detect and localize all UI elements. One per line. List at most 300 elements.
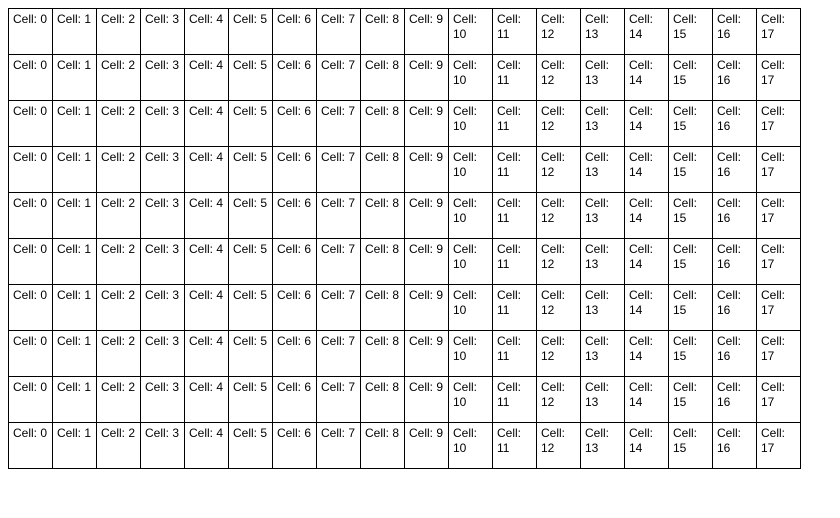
grid-cell-label: Cell: 14 (629, 288, 654, 317)
grid-cell (9, 331, 53, 377)
grid-cell (97, 193, 141, 239)
grid-cell (493, 193, 537, 239)
grid-cell (141, 147, 185, 193)
grid-cell (669, 239, 713, 285)
grid-cell (581, 193, 625, 239)
grid-cell (757, 331, 801, 377)
grid-cell (405, 423, 449, 469)
grid-cell (53, 193, 97, 239)
grid-cell-label: Cell: 9 (409, 380, 444, 394)
grid-cell-label: Cell: 12 (541, 58, 566, 87)
grid-cell (449, 285, 493, 331)
grid-cell-label: Cell: 6 (277, 288, 312, 302)
grid-cell-label: Cell: 0 (13, 334, 48, 348)
grid-cell-label: Cell: 4 (189, 380, 224, 394)
grid-cell-label: Cell: 1 (57, 150, 92, 164)
grid-cell (185, 55, 229, 101)
grid-cell-label: Cell: 17 (761, 150, 786, 179)
grid-cell-label: Cell: 7 (321, 380, 356, 394)
grid-cell-label: Cell: 16 (717, 196, 742, 225)
grid-cell (493, 423, 537, 469)
grid-cell-label: Cell: 4 (189, 426, 224, 440)
grid-cell (229, 331, 273, 377)
grid-cell-label: Cell: 5 (233, 334, 268, 348)
grid-cell (713, 239, 757, 285)
grid-cell (361, 147, 405, 193)
grid-cell-label: Cell: 0 (13, 288, 48, 302)
grid-cell (53, 9, 97, 55)
grid-cell (449, 101, 493, 147)
grid-cell (317, 193, 361, 239)
grid-cell-label: Cell: 13 (585, 334, 610, 363)
grid-cell (317, 147, 361, 193)
grid-cell (361, 285, 405, 331)
grid-cell (141, 377, 185, 423)
grid-cell-label: Cell: 4 (189, 288, 224, 302)
table-row (9, 239, 801, 285)
grid-cell-label: Cell: 15 (673, 334, 698, 363)
table-row (9, 423, 801, 469)
grid-cell (757, 285, 801, 331)
grid-cell-label: Cell: 8 (365, 288, 400, 302)
grid-cell-label: Cell: 3 (145, 288, 180, 302)
grid-cell-label: Cell: 16 (717, 58, 742, 87)
grid-cell (493, 101, 537, 147)
grid-cell-label: Cell: 17 (761, 426, 786, 455)
grid-cell (141, 55, 185, 101)
grid-cell-label: Cell: 0 (13, 58, 48, 72)
cell-grid-table (8, 8, 801, 469)
table-row (9, 285, 801, 331)
grid-cell-label: Cell: 10 (453, 196, 478, 225)
grid-cell (449, 9, 493, 55)
grid-cell (625, 331, 669, 377)
grid-cell-label: Cell: 13 (585, 196, 610, 225)
grid-cell-label: Cell: 10 (453, 150, 478, 179)
grid-cell (757, 239, 801, 285)
grid-cell (229, 377, 273, 423)
grid-cell (317, 55, 361, 101)
grid-cell (229, 239, 273, 285)
grid-cell (185, 9, 229, 55)
grid-cell (405, 9, 449, 55)
grid-cell-label: Cell: 2 (101, 288, 136, 302)
grid-cell (185, 239, 229, 285)
grid-cell-label: Cell: 8 (365, 58, 400, 72)
grid-cell-label: Cell: 3 (145, 242, 180, 256)
grid-cell (317, 377, 361, 423)
grid-cell (185, 285, 229, 331)
grid-cell-label: Cell: 0 (13, 426, 48, 440)
grid-cell-label: Cell: 1 (57, 58, 92, 72)
grid-cell (361, 331, 405, 377)
grid-cell (273, 147, 317, 193)
grid-cell-label: Cell: 17 (761, 334, 786, 363)
grid-cell-label: Cell: 6 (277, 242, 312, 256)
grid-cell (405, 377, 449, 423)
grid-cell-label: Cell: 4 (189, 334, 224, 348)
grid-cell (317, 423, 361, 469)
grid-cell (669, 193, 713, 239)
grid-cell (537, 331, 581, 377)
grid-cell-label: Cell: 3 (145, 12, 180, 26)
grid-cell (273, 423, 317, 469)
grid-cell (757, 193, 801, 239)
grid-cell (9, 9, 53, 55)
grid-cell-label: Cell: 7 (321, 334, 356, 348)
grid-cell-label: Cell: 8 (365, 380, 400, 394)
grid-cell-label: Cell: 3 (145, 380, 180, 394)
grid-cell-label: Cell: 17 (761, 196, 786, 225)
grid-cell-label: Cell: 4 (189, 12, 224, 26)
grid-cell-label: Cell: 16 (717, 242, 742, 271)
grid-cell-label: Cell: 11 (497, 196, 522, 225)
grid-cell-label: Cell: 8 (365, 12, 400, 26)
grid-cell-label: Cell: 9 (409, 58, 444, 72)
grid-cell (361, 193, 405, 239)
grid-cell (713, 377, 757, 423)
grid-cell-label: Cell: 9 (409, 288, 444, 302)
grid-cell-label: Cell: 4 (189, 242, 224, 256)
grid-cell (185, 101, 229, 147)
table-row (9, 331, 801, 377)
grid-cell (361, 55, 405, 101)
grid-cell (537, 239, 581, 285)
grid-cell-label: Cell: 15 (673, 380, 698, 409)
grid-cell-label: Cell: 13 (585, 12, 610, 41)
grid-cell-label: Cell: 7 (321, 12, 356, 26)
grid-cell (669, 377, 713, 423)
grid-cell (9, 101, 53, 147)
grid-cell (713, 9, 757, 55)
grid-cell (625, 423, 669, 469)
grid-cell (405, 101, 449, 147)
grid-cell (713, 147, 757, 193)
grid-cell-label: Cell: 17 (761, 12, 786, 41)
grid-cell-label: Cell: 1 (57, 380, 92, 394)
grid-cell-label: Cell: 2 (101, 196, 136, 210)
grid-cell-label: Cell: 12 (541, 334, 566, 363)
grid-cell-label: Cell: 8 (365, 196, 400, 210)
grid-cell (405, 285, 449, 331)
grid-cell-label: Cell: 9 (409, 426, 444, 440)
grid-cell (713, 55, 757, 101)
grid-cell-label: Cell: 17 (761, 58, 786, 87)
grid-cell (493, 285, 537, 331)
grid-cell (229, 285, 273, 331)
grid-cell-label: Cell: 4 (189, 58, 224, 72)
grid-cell (625, 377, 669, 423)
grid-cell (449, 55, 493, 101)
grid-cell (141, 285, 185, 331)
grid-cell-label: Cell: 11 (497, 288, 522, 317)
grid-cell (317, 9, 361, 55)
grid-cell (449, 147, 493, 193)
grid-cell (449, 331, 493, 377)
grid-cell-label: Cell: 17 (761, 288, 786, 317)
grid-cell-label: Cell: 16 (717, 12, 742, 41)
grid-cell (141, 9, 185, 55)
grid-cell-label: Cell: 9 (409, 334, 444, 348)
grid-cell-label: Cell: 10 (453, 58, 478, 87)
grid-cell (581, 331, 625, 377)
grid-cell (53, 331, 97, 377)
grid-cell-label: Cell: 8 (365, 334, 400, 348)
grid-cell-label: Cell: 10 (453, 12, 478, 41)
grid-cell (537, 55, 581, 101)
grid-cell (493, 239, 537, 285)
grid-cell-label: Cell: 14 (629, 426, 654, 455)
grid-cell-label: Cell: 16 (717, 104, 742, 133)
grid-cell-label: Cell: 3 (145, 58, 180, 72)
grid-cell-label: Cell: 5 (233, 196, 268, 210)
grid-cell-label: Cell: 12 (541, 12, 566, 41)
grid-cell-label: Cell: 11 (497, 334, 522, 363)
grid-cell-label: Cell: 10 (453, 380, 478, 409)
grid-cell (713, 331, 757, 377)
grid-cell-label: Cell: 11 (497, 150, 522, 179)
grid-cell (537, 193, 581, 239)
grid-cell (581, 55, 625, 101)
grid-cell (669, 101, 713, 147)
grid-cell (53, 285, 97, 331)
grid-cell-label: Cell: 15 (673, 150, 698, 179)
grid-cell-label: Cell: 15 (673, 242, 698, 271)
grid-cell-label: Cell: 13 (585, 380, 610, 409)
grid-cell-label: Cell: 0 (13, 104, 48, 118)
grid-cell-label: Cell: 2 (101, 12, 136, 26)
grid-cell (493, 147, 537, 193)
grid-cell-label: Cell: 12 (541, 104, 566, 133)
grid-cell-label: Cell: 14 (629, 196, 654, 225)
grid-cell-label: Cell: 3 (145, 334, 180, 348)
grid-cell-label: Cell: 5 (233, 12, 268, 26)
grid-cell (581, 101, 625, 147)
grid-cell-label: Cell: 1 (57, 196, 92, 210)
grid-cell (669, 55, 713, 101)
grid-cell (581, 285, 625, 331)
grid-cell-label: Cell: 6 (277, 334, 312, 348)
grid-cell-label: Cell: 8 (365, 104, 400, 118)
grid-cell (273, 101, 317, 147)
grid-cell-label: Cell: 14 (629, 58, 654, 87)
grid-cell-label: Cell: 10 (453, 334, 478, 363)
grid-cell-label: Cell: 13 (585, 104, 610, 133)
grid-cell-label: Cell: 7 (321, 150, 356, 164)
grid-cell (537, 377, 581, 423)
grid-cell-label: Cell: 10 (453, 242, 478, 271)
grid-cell-label: Cell: 12 (541, 426, 566, 455)
grid-cell-label: Cell: 7 (321, 196, 356, 210)
grid-cell (625, 239, 669, 285)
grid-cell (361, 423, 405, 469)
grid-cell-label: Cell: 5 (233, 380, 268, 394)
grid-cell (229, 423, 273, 469)
grid-cell (625, 101, 669, 147)
grid-cell (229, 55, 273, 101)
grid-cell-label: Cell: 15 (673, 426, 698, 455)
grid-cell-label: Cell: 1 (57, 288, 92, 302)
grid-cell (537, 101, 581, 147)
grid-cell (9, 55, 53, 101)
grid-cell (493, 377, 537, 423)
grid-cell-label: Cell: 6 (277, 12, 312, 26)
grid-cell (97, 147, 141, 193)
table-row (9, 101, 801, 147)
grid-cell (537, 423, 581, 469)
grid-cell-label: Cell: 0 (13, 196, 48, 210)
grid-cell-label: Cell: 11 (497, 242, 522, 271)
grid-cell-label: Cell: 12 (541, 196, 566, 225)
grid-cell-label: Cell: 16 (717, 426, 742, 455)
grid-cell (537, 285, 581, 331)
grid-cell-label: Cell: 1 (57, 334, 92, 348)
grid-cell (625, 285, 669, 331)
grid-cell-label: Cell: 5 (233, 104, 268, 118)
grid-cell-label: Cell: 13 (585, 58, 610, 87)
grid-cell (405, 147, 449, 193)
grid-cell-label: Cell: 13 (585, 288, 610, 317)
grid-cell-label: Cell: 12 (541, 242, 566, 271)
grid-cell (9, 423, 53, 469)
grid-cell-label: Cell: 0 (13, 242, 48, 256)
grid-cell (141, 239, 185, 285)
grid-cell (537, 147, 581, 193)
grid-cell (757, 101, 801, 147)
grid-cell (625, 9, 669, 55)
grid-cell (9, 147, 53, 193)
grid-cell-label: Cell: 8 (365, 242, 400, 256)
grid-cell (449, 423, 493, 469)
grid-cell (185, 423, 229, 469)
grid-cell-label: Cell: 7 (321, 426, 356, 440)
grid-cell (141, 423, 185, 469)
grid-cell-label: Cell: 2 (101, 58, 136, 72)
grid-cell-label: Cell: 2 (101, 242, 136, 256)
grid-cell (317, 285, 361, 331)
grid-cell (53, 377, 97, 423)
grid-cell-label: Cell: 6 (277, 380, 312, 394)
grid-cell-label: Cell: 16 (717, 288, 742, 317)
grid-cell (669, 147, 713, 193)
grid-cell (449, 377, 493, 423)
grid-cell-label: Cell: 3 (145, 150, 180, 164)
grid-cell (493, 55, 537, 101)
grid-cell (141, 101, 185, 147)
grid-cell-label: Cell: 16 (717, 150, 742, 179)
grid-cell-label: Cell: 6 (277, 196, 312, 210)
grid-cell-label: Cell: 0 (13, 380, 48, 394)
grid-cell (9, 239, 53, 285)
grid-cell (581, 377, 625, 423)
grid-cell (273, 285, 317, 331)
grid-cell (537, 9, 581, 55)
grid-cell (669, 331, 713, 377)
grid-cell (97, 423, 141, 469)
grid-cell-label: Cell: 11 (497, 12, 522, 41)
grid-cell (53, 101, 97, 147)
grid-cell-label: Cell: 14 (629, 150, 654, 179)
grid-cell (273, 331, 317, 377)
grid-cell (757, 55, 801, 101)
grid-cell-label: Cell: 6 (277, 58, 312, 72)
grid-cell (757, 377, 801, 423)
grid-cell-label: Cell: 2 (101, 426, 136, 440)
grid-cell (97, 377, 141, 423)
grid-cell (713, 193, 757, 239)
grid-cell-label: Cell: 5 (233, 58, 268, 72)
grid-cell (317, 239, 361, 285)
grid-cell (229, 9, 273, 55)
grid-cell-label: Cell: 11 (497, 104, 522, 133)
grid-cell (273, 193, 317, 239)
grid-cell (713, 423, 757, 469)
grid-cell (713, 101, 757, 147)
grid-cell (185, 331, 229, 377)
grid-cell-label: Cell: 2 (101, 334, 136, 348)
grid-cell (405, 55, 449, 101)
grid-cell-label: Cell: 13 (585, 242, 610, 271)
grid-cell (141, 193, 185, 239)
grid-cell-label: Cell: 1 (57, 12, 92, 26)
grid-cell (97, 55, 141, 101)
table-row (9, 193, 801, 239)
grid-cell-label: Cell: 12 (541, 288, 566, 317)
grid-cell-label: Cell: 8 (365, 150, 400, 164)
grid-cell (581, 239, 625, 285)
grid-cell-label: Cell: 11 (497, 380, 522, 409)
grid-cell-label: Cell: 11 (497, 58, 522, 87)
grid-cell-label: Cell: 15 (673, 58, 698, 87)
grid-cell (317, 101, 361, 147)
grid-cell-label: Cell: 9 (409, 150, 444, 164)
grid-cell-label: Cell: 5 (233, 150, 268, 164)
grid-cell (625, 147, 669, 193)
grid-cell (97, 9, 141, 55)
grid-cell-label: Cell: 4 (189, 196, 224, 210)
grid-cell-label: Cell: 9 (409, 196, 444, 210)
grid-cell (581, 423, 625, 469)
grid-cell (493, 331, 537, 377)
grid-cell (97, 331, 141, 377)
grid-cell-label: Cell: 6 (277, 104, 312, 118)
grid-cell (97, 285, 141, 331)
grid-cell (53, 55, 97, 101)
grid-cell (361, 239, 405, 285)
grid-cell-label: Cell: 16 (717, 380, 742, 409)
grid-cell-label: Cell: 15 (673, 12, 698, 41)
grid-cell-label: Cell: 7 (321, 242, 356, 256)
grid-cell-label: Cell: 2 (101, 380, 136, 394)
grid-cell-label: Cell: 1 (57, 426, 92, 440)
grid-cell (229, 147, 273, 193)
grid-cell (669, 285, 713, 331)
grid-cell (273, 377, 317, 423)
grid-cell-label: Cell: 5 (233, 288, 268, 302)
grid-cell-label: Cell: 14 (629, 380, 654, 409)
grid-cell-label: Cell: 15 (673, 196, 698, 225)
grid-cell (97, 101, 141, 147)
grid-cell-label: Cell: 4 (189, 150, 224, 164)
table-row (9, 9, 801, 55)
grid-cell-label: Cell: 10 (453, 426, 478, 455)
grid-cell-label: Cell: 1 (57, 242, 92, 256)
grid-cell-label: Cell: 10 (453, 104, 478, 133)
grid-cell (757, 147, 801, 193)
grid-cell (493, 9, 537, 55)
grid-cell-label: Cell: 0 (13, 12, 48, 26)
grid-cell (229, 101, 273, 147)
